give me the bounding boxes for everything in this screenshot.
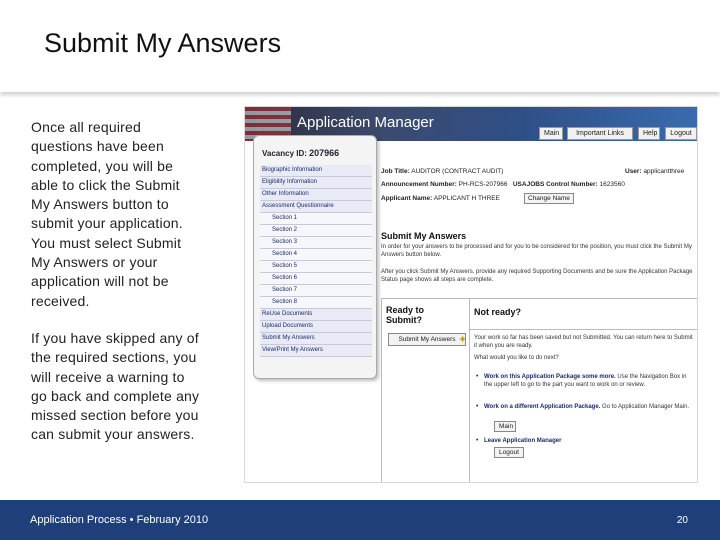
section-description-1: In order for your answers to be processed and for you to be considered for the position, you must click the Submit My Answers button below.	[381, 244, 692, 258]
vacancy-id	[262, 148, 339, 158]
navigation-box	[253, 135, 377, 379]
job-title-label: Job Title:	[381, 168, 410, 175]
nav-item-eligibility[interactable]: Eligibility Information	[260, 177, 372, 189]
usajobs-value: 1623560	[599, 181, 625, 188]
help-button[interactable]: Help	[638, 127, 660, 140]
option-leave	[476, 437, 694, 445]
vacancy-label: Vacancy ID:	[262, 149, 307, 158]
bullet-icon: •	[476, 437, 479, 444]
nav-item-assessment[interactable]: Assessment Questionnaire	[260, 201, 372, 213]
nav-item-section-1[interactable]: Section 1	[260, 213, 372, 225]
nav-item-section-4[interactable]: Section 4	[260, 249, 372, 261]
nav-item-reuse-documents[interactable]: ReUse Documents	[260, 309, 372, 321]
application-manager-screenshot	[244, 106, 698, 483]
announcement-value: PH-RCS-207966	[458, 181, 508, 188]
nav-item-other-info[interactable]: Other Information	[260, 189, 372, 201]
ready-title: Ready to Submit?	[386, 305, 425, 325]
nav-item-submit-my-answers[interactable]: Submit My Answers	[260, 333, 372, 345]
not-ready-text: Your work so far has been saved but not Submitted. You can return here to Submit it when you are ready.	[474, 335, 693, 349]
user-label: User:	[625, 168, 642, 175]
option-work-more	[476, 373, 694, 389]
nav-item-section-5[interactable]: Section 5	[260, 261, 372, 273]
user-row	[625, 168, 684, 175]
submit-my-answers-button[interactable]: Submit My Answers	[388, 333, 466, 346]
applicant-row	[381, 195, 500, 202]
nav-item-section-3[interactable]: Section 3	[260, 237, 372, 249]
option-different-package-title[interactable]: Work on a different Application Package.	[484, 404, 601, 410]
nav-item-section-8[interactable]: Section 8	[260, 297, 372, 309]
slide-title: Submit My Answers	[44, 28, 282, 58]
usajobs-label: USAJOBS Control Number:	[512, 181, 598, 188]
option-work-more-title[interactable]: Work on this Application Package some more.	[484, 374, 616, 380]
nav-item-upload-documents[interactable]: Upload Documents	[260, 321, 372, 333]
applicant-label: Applicant Name:	[381, 195, 433, 202]
app-title: Application Manager	[297, 114, 434, 131]
important-links-button[interactable]: Important Links	[567, 127, 633, 140]
job-title-value: AUDITOR (CONTRACT AUDIT)	[411, 168, 504, 175]
section-description-2: After you click Submit My Answers, provide any required Supporting Documents and be sure the Application Package Status page shows all steps are complete.	[381, 269, 693, 283]
announcement-label: Announcement Number:	[381, 181, 457, 188]
bullet-icon: •	[476, 373, 479, 380]
instruction-paragraph-2: If you have skipped any of the required sections, you will receive a warning to go back and complete any missed section before you can submit your answers.	[31, 330, 200, 443]
change-name-button[interactable]: Change Name	[524, 193, 574, 204]
title-bar	[0, 0, 720, 92]
next-prompt: What would you like to do next?	[474, 355, 559, 361]
submit-panel	[381, 298, 698, 483]
logout-button[interactable]: Logout	[665, 127, 697, 140]
logout-small-button[interactable]: Logout	[494, 447, 524, 458]
not-ready-title: Not ready?	[474, 307, 522, 317]
bullet-icon: •	[476, 403, 479, 410]
instruction-paragraph-1: Once all required questions have been completed, you will be able to click the Submit My Answers button to submit your application. You must select Submit My Answers or your application will not be received.	[31, 119, 183, 309]
job-title-row	[381, 168, 503, 175]
main-button[interactable]: Main	[539, 127, 563, 140]
option-leave-title[interactable]: Leave Application Manager	[484, 438, 562, 444]
footer	[0, 500, 720, 540]
nav-list	[260, 165, 372, 357]
nav-item-section-2[interactable]: Section 2	[260, 225, 372, 237]
main-small-button[interactable]: Main	[494, 421, 516, 432]
page-number: 20	[676, 515, 688, 526]
section-title: Submit My Answers	[381, 231, 467, 241]
announcement-row	[381, 181, 625, 188]
divider	[470, 329, 698, 330]
nav-item-biographic[interactable]: Biographic Information	[260, 165, 372, 177]
nav-item-section-6[interactable]: Section 6	[260, 273, 372, 285]
ready-column	[382, 299, 470, 483]
nav-item-section-7[interactable]: Section 7	[260, 285, 372, 297]
option-work-more-text: Use the Navigation Box in the upper left to go to the part you want to work on or review.	[484, 374, 687, 388]
option-different-package	[476, 403, 694, 411]
vacancy-number: 207966	[309, 148, 340, 158]
cursor-icon: ✦	[458, 334, 468, 346]
user-value: applicantthree	[643, 168, 685, 175]
footer-caption: Application Process • February 2010	[30, 514, 209, 526]
applicant-value: APPLICANT H THREE	[433, 195, 500, 202]
nav-item-view-print-answers[interactable]: View/Print My Answers	[260, 345, 372, 357]
option-different-package-text: Go to Application Manager Main.	[602, 404, 690, 410]
